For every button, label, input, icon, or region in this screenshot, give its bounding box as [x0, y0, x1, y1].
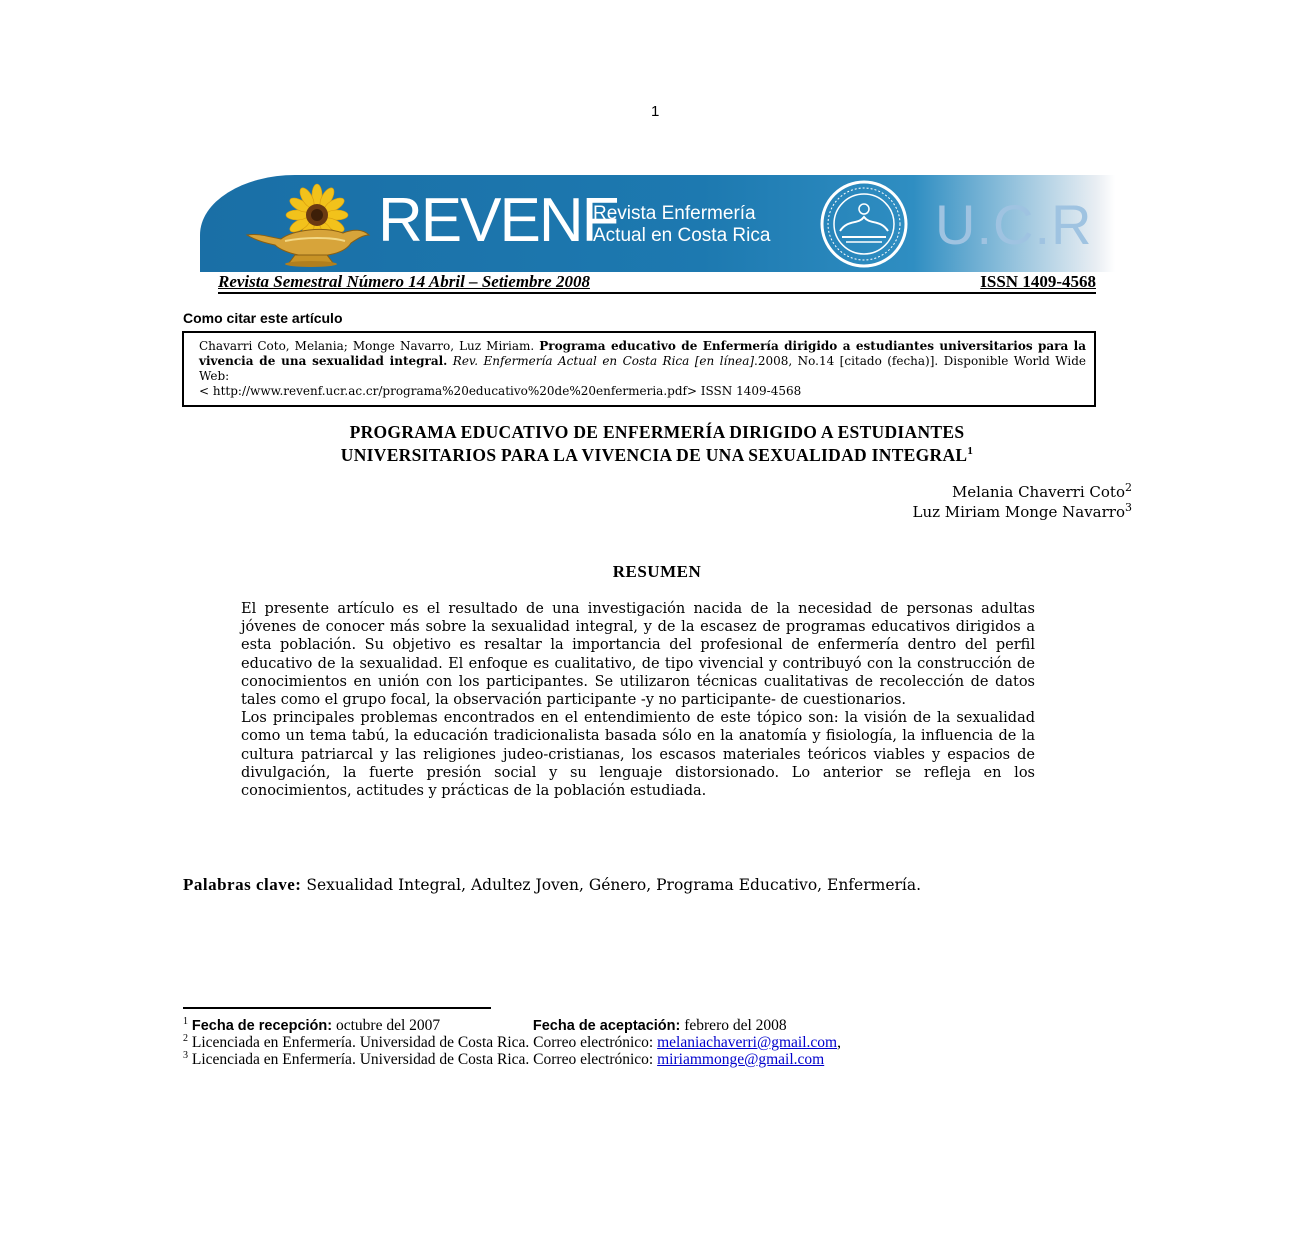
author-2-name: Luz Miriam Monge Navarro	[912, 503, 1125, 521]
author-1	[952, 481, 1132, 501]
journal-banner	[200, 175, 1115, 272]
abstract-paragraph-2: Los principales problemas encontrados en el entendimiento de este tópico son: la visión de la sexualidad como un tema tabú, la educación tradicionalista basada sólo en la anatomía y fisiología, la influencia de la cultura patriarcal y las religiones judeo-cristianas, los escasos materiales teóricos viables y espacios de divulgación, la fuerte presión social y su lenguaje distorsionado. Lo anterior se refleja en los conocimientos, actitudes y prácticas de la población estudiada.	[241, 710, 1035, 800]
keywords	[183, 875, 1131, 895]
received-label: Fecha de recepción:	[191, 1018, 333, 1035]
footnote-3	[183, 1047, 1123, 1068]
issue-line	[218, 272, 1096, 294]
abstract-body	[241, 600, 1035, 800]
accepted-label: Fecha de aceptación:	[532, 1018, 681, 1035]
author-2-email-link[interactable]: miriammonge@gmail.com	[657, 1051, 825, 1069]
journal-full-name-line1: Revista Enfermería	[593, 203, 756, 224]
page-number: 1	[651, 103, 660, 120]
keywords-text: Sexualidad Integral, Adultez Joven, Género, Programa Educativo, Enfermería.	[301, 876, 922, 894]
issn: ISSN 1409-4568	[980, 272, 1096, 291]
author-1-name: Melania Chaverri Coto	[951, 483, 1125, 501]
footnote-1-mark: 1	[183, 1016, 188, 1027]
footnote-ref-2[interactable]: 2	[1125, 481, 1132, 494]
keywords-label: Palabras clave:	[183, 875, 302, 894]
footnote-2-text: Licenciada en Enfermería. Universidad de Costa Rica. Correo electrónico:	[188, 1034, 658, 1052]
citation-title: Programa educativo de Enfermería dirigido a estudiantes universitarios para la vivencia de una sexualidad integral.	[199, 339, 1086, 368]
article-title-line1: PROGRAMA EDUCATIVO DE ENFERMERÍA DIRIGIDO A ESTUDIANTES	[349, 422, 965, 442]
article-title-line2	[160, 442, 1154, 465]
institution-acronym: U.C.R	[935, 193, 1093, 256]
citation-url: < http://www.revenf.ucr.ac.cr/programa%20educativo%20de%20enfermeria.pdf> ISSN 1409-4568	[199, 384, 802, 398]
abstract-heading: RESUMEN	[612, 562, 702, 581]
journal-name: REVENF	[378, 186, 618, 255]
citation-heading: Como citar este artículo	[183, 310, 343, 326]
citation-details: .2008, No.14 [citado (fecha)]. Disponible World Wide Web:	[199, 354, 1086, 383]
citation-authors: Chavarri Coto, Melania; Monge Navarro, Luz Miriam.	[199, 339, 540, 353]
received-value: octubre del 2007	[332, 1017, 441, 1035]
accepted-value: febrero del 2008	[680, 1017, 787, 1035]
issue-info: Revista Semestral Número 14 Abril – Setiembre 2008	[218, 272, 590, 291]
author-2	[912, 501, 1132, 521]
author-1-email-link[interactable]: melaniachaverri@gmail.com	[657, 1034, 838, 1052]
article-title	[160, 423, 1154, 465]
footnote-3-mark: 3	[183, 1050, 188, 1061]
footnote-2-comma: ,	[837, 1034, 841, 1052]
article-title-line2-text: UNIVERSITARIOS PARA LA VIVENCIA DE UNA SEXUALIDAD INTEGRAL	[340, 444, 968, 465]
journal-full-name-line2: Actual en Costa Rica	[593, 225, 771, 246]
citation-journal: Rev. Enfermería Actual en Costa Rica [en línea]	[447, 354, 755, 368]
citation-box	[182, 331, 1096, 407]
abstract-paragraph-1: El presente artículo es el resultado de una investigación nacida de la necesidad de personas adultas jóvenes de conocer más sobre la sexualidad integral, y de la escasez de programas educativos dirigidos a esta población. Su objetivo es resaltar la importancia del profesional de enfermería dentro del perfil educativo de la sexualidad. El enfoque es cualitativo, de tipo vivencial y contribuyó con la construcción de conocimientos en unión con los participantes. Se utilizaron técnicas cualitativas de recolección de datos tales como el grupo focal, la observación participante -y no participante- de cuestionarios.	[241, 601, 1035, 709]
footnote-ref-1[interactable]: 1	[967, 445, 974, 457]
lamp-with-sunflower-icon	[235, 183, 385, 268]
footnote-2-mark: 2	[183, 1033, 188, 1044]
university-seal-icon	[818, 179, 910, 269]
journal-full-name	[593, 203, 770, 247]
footnote-ref-3[interactable]: 3	[1125, 501, 1132, 514]
footnote-divider	[183, 1007, 491, 1009]
footnote-3-text: Licenciada en Enfermería. Universidad de Costa Rica. Correo electrónico:	[188, 1051, 658, 1069]
